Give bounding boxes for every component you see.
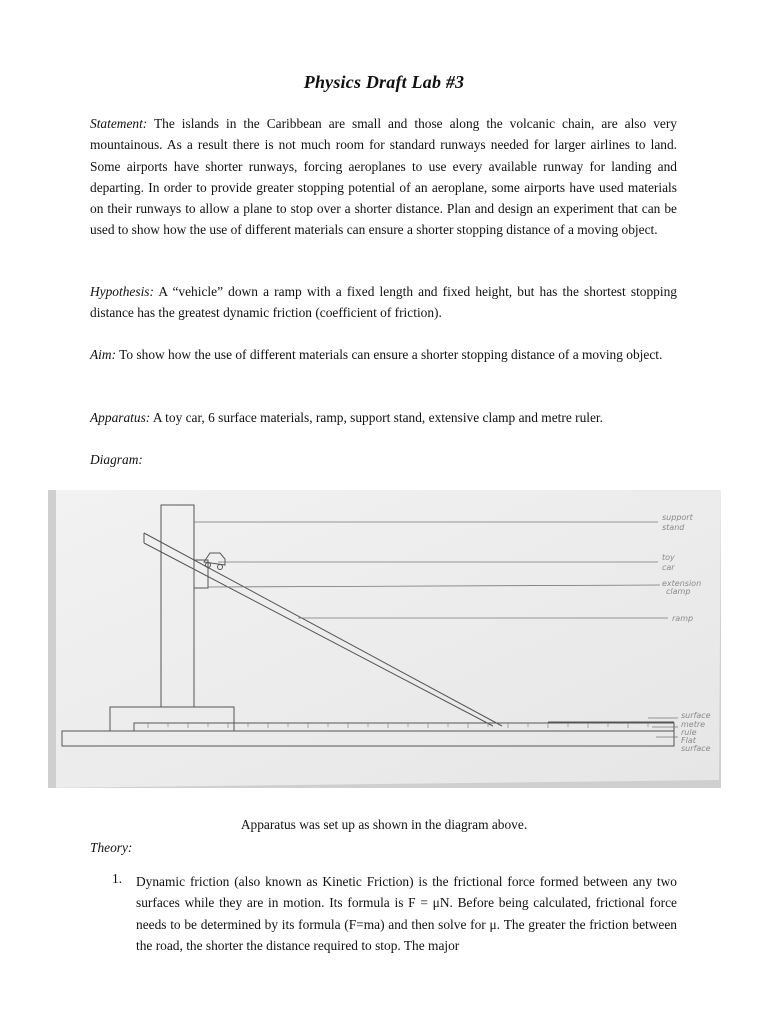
label-clamp-line1: extension <box>662 579 702 588</box>
label-surface: surface <box>681 711 711 720</box>
theory-label: Theory: <box>90 840 133 855</box>
theory-item-text: Dynamic friction (also known as Kinetic Friction) is the frictional force formed between any two surfaces while they are in motion. Its formula is F = μN. Before being calculated, frictional force needs to be determined by its formula (F=ma) and then solve for μ. The greater the friction between the road, the shorter the distance required to stop. The major <box>136 874 677 953</box>
apparatus-paragraph <box>90 407 677 428</box>
label-support-line1: support <box>662 513 693 522</box>
label-flat-line2: surface <box>681 744 711 753</box>
apparatus-sketch <box>48 490 721 788</box>
statement-text: The islands in the Caribbean are small and those along the volcanic chain, are also very mountainous. As a result there is not much room for standard runways needed for larger airlines to land. Some airports have shorter runways, forcing aeroplanes to use every available runway for landing and departing. In order to provide greater stopping potential of an aeroplane, some airports have used materials on their runways to allow a plane to stop over a shorter distance. Plan and design an experiment that can be used to show how the use of different materials can ensure a shorter stopping distance of a moving object. <box>90 116 677 238</box>
label-support-line2: stand <box>662 523 685 532</box>
aim-text: To show how the use of different materials can ensure a shorter stopping distance of a moving object. <box>116 347 663 362</box>
theory-heading <box>90 837 677 858</box>
page-title: Physics Draft Lab #3 <box>303 72 465 92</box>
label-toy-line2: car <box>662 563 675 572</box>
aim-label: Aim: <box>90 347 117 362</box>
label-flat-line1: Flat <box>681 736 696 745</box>
label-metre-line1: metre <box>681 720 706 729</box>
paper-sheet <box>48 490 721 788</box>
label-metre-line2: rule <box>681 728 697 737</box>
aim-paragraph <box>90 344 677 365</box>
diagram-label: Diagram: <box>90 452 143 467</box>
label-toy-line1: toy <box>662 553 675 562</box>
label-ramp: ramp <box>672 614 694 623</box>
hypothesis-label: Hypothesis: <box>90 284 154 299</box>
apparatus-text: A toy car, 6 surface materials, ramp, support stand, extensive clamp and metre ruler. <box>150 410 604 425</box>
diagram-caption: Apparatus was set up as shown in the diagram above. <box>240 817 528 832</box>
apparatus-diagram-photo <box>48 490 721 788</box>
apparatus-label: Apparatus: <box>90 410 151 425</box>
statement-paragraph <box>90 113 677 241</box>
hypothesis-text: A “vehicle” down a ramp with a fixed length and fixed height, but has the shortest stopping distance has the greatest dynamic friction (coefficient of friction). <box>90 284 677 321</box>
diagram-heading <box>90 449 677 470</box>
theory-item-number: 1. <box>112 871 123 886</box>
background-edge <box>48 490 56 788</box>
statement-label: Statement: <box>90 116 148 131</box>
label-clamp-line2: clamp <box>666 587 691 596</box>
hypothesis-paragraph <box>90 281 677 324</box>
